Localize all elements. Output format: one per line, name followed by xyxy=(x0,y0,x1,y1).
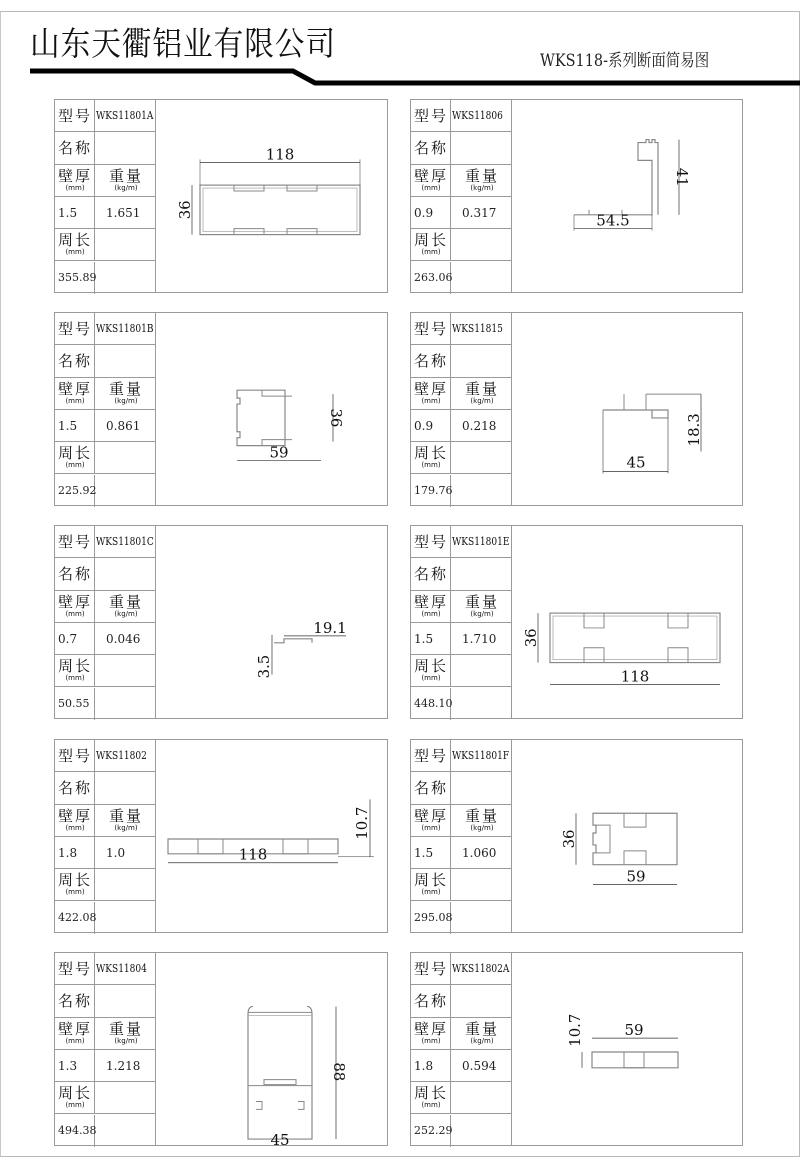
wall-unit: (mm) xyxy=(421,396,441,405)
spec-row xyxy=(411,313,512,345)
perimeter-label: 周长 xyxy=(58,231,93,250)
spec-row xyxy=(55,132,156,164)
spec-row xyxy=(55,1115,156,1147)
dimension-label: 54.5 xyxy=(596,211,630,230)
weight-unit: (kg/m) xyxy=(470,609,494,618)
dimension-label: 36 xyxy=(175,200,195,220)
wall-unit: (mm) xyxy=(421,1036,441,1045)
spec-row xyxy=(411,953,512,985)
weight-value: 0.317 xyxy=(462,205,497,220)
perimeter-value: 422.08 xyxy=(58,911,97,925)
svg-text:41 xyxy=(673,168,691,187)
profile-panel-wks11815 xyxy=(410,312,743,506)
spec-row xyxy=(55,558,156,590)
spec-row xyxy=(411,197,512,229)
wall-label: 壁厚 xyxy=(414,592,449,611)
spec-row xyxy=(55,688,156,720)
wall-label: 壁厚 xyxy=(414,166,449,185)
profile-drawing xyxy=(512,740,744,932)
spec-row xyxy=(411,1050,512,1082)
weight-label: 重量 xyxy=(108,592,143,611)
spec-row xyxy=(55,345,156,377)
spec-row xyxy=(55,197,156,229)
spec-row xyxy=(55,442,156,474)
spec-row xyxy=(411,100,512,132)
spec-row xyxy=(411,410,512,442)
spec-row xyxy=(411,805,512,837)
spec-table xyxy=(411,740,512,932)
wall-unit: (mm) xyxy=(421,609,441,618)
spec-row xyxy=(411,837,512,869)
wall-unit: (mm) xyxy=(65,1036,85,1045)
dimension-label: 36 xyxy=(326,408,346,428)
spec-row xyxy=(55,1050,156,1082)
spec-table xyxy=(411,313,512,505)
weight-value: 1.710 xyxy=(462,631,497,646)
perimeter-label: 周长 xyxy=(58,871,93,890)
name-label: 名称 xyxy=(58,992,93,1011)
spec-row xyxy=(411,262,512,294)
spec-row xyxy=(55,805,156,837)
name-label: 名称 xyxy=(58,565,93,584)
company-name: 山东天衢铝业有限公司 xyxy=(30,24,336,63)
model-label: 型号 xyxy=(58,960,93,979)
spec-row xyxy=(411,165,512,197)
model-label: 型号 xyxy=(414,320,449,339)
wall-value: 1.5 xyxy=(414,631,434,646)
profile-panel-wks11801b xyxy=(54,312,388,506)
weight-unit: (kg/m) xyxy=(114,609,138,618)
spec-table xyxy=(411,526,512,718)
wall-label: 壁厚 xyxy=(58,806,93,825)
spec-row xyxy=(55,526,156,558)
dimension-label: 18.3 xyxy=(684,413,704,447)
model-label: 型号 xyxy=(414,107,449,126)
weight-value: 0.594 xyxy=(462,1058,497,1073)
svg-text:18.3 xyxy=(685,413,703,446)
model-value: WKS11801E xyxy=(452,535,510,549)
weight-unit: (kg/m) xyxy=(114,396,138,405)
spec-row xyxy=(411,1115,512,1147)
spec-row xyxy=(411,378,512,410)
dimension-label: 3.5 xyxy=(254,654,274,679)
perimeter-value: 179.76 xyxy=(414,484,453,498)
wall-unit: (mm) xyxy=(65,183,85,192)
wall-label: 壁厚 xyxy=(414,806,449,825)
spec-table xyxy=(55,313,156,505)
wall-value: 1.5 xyxy=(414,845,434,860)
wall-label: 壁厚 xyxy=(414,1019,449,1038)
spec-row xyxy=(55,378,156,410)
spec-row xyxy=(55,591,156,623)
profile-drawing xyxy=(156,100,389,292)
dimension-label: 118 xyxy=(238,845,268,864)
wall-unit: (mm) xyxy=(65,609,85,618)
model-value: WKS11801B xyxy=(96,322,154,336)
spec-table xyxy=(55,740,156,932)
perimeter-unit: (mm) xyxy=(421,461,441,470)
spec-table xyxy=(55,526,156,718)
wall-unit: (mm) xyxy=(421,183,441,192)
model-label: 型号 xyxy=(58,533,93,552)
spec-row xyxy=(55,475,156,507)
dimension-label: 10.7 xyxy=(352,806,372,840)
perimeter-unit: (mm) xyxy=(421,674,441,683)
spec-row xyxy=(411,655,512,687)
profile-drawing xyxy=(512,526,744,718)
spec-row xyxy=(55,985,156,1017)
dimension-label: 36 xyxy=(559,829,579,849)
perimeter-value: 448.10 xyxy=(414,697,453,711)
perimeter-unit: (mm) xyxy=(421,248,441,257)
spec-row xyxy=(411,591,512,623)
svg-text:36 xyxy=(176,200,194,219)
name-label: 名称 xyxy=(58,779,93,798)
spec-table xyxy=(55,100,156,292)
spec-row xyxy=(55,1018,156,1050)
perimeter-unit: (mm) xyxy=(421,1101,441,1110)
model-value: WKS11801C xyxy=(96,535,154,549)
profile-drawing xyxy=(512,953,744,1145)
spec-row xyxy=(55,772,156,804)
profile-panel-wks11804 xyxy=(54,952,388,1146)
perimeter-unit: (mm) xyxy=(65,674,85,683)
perimeter-value: 225.92 xyxy=(58,484,97,498)
weight-value: 0.046 xyxy=(106,631,141,646)
model-label: 型号 xyxy=(414,747,449,766)
weight-label: 重量 xyxy=(464,379,499,398)
model-value: WKS11801F xyxy=(452,749,510,763)
weight-label: 重量 xyxy=(108,379,143,398)
model-value: WKS11801A xyxy=(96,109,154,123)
wall-value: 0.7 xyxy=(58,631,78,646)
profile-panel-wks11806 xyxy=(410,99,743,293)
weight-label: 重量 xyxy=(464,1019,499,1038)
dimension-label: 59 xyxy=(626,867,646,886)
spec-row xyxy=(411,740,512,772)
perimeter-label: 周长 xyxy=(414,1084,449,1103)
wall-value: 1.3 xyxy=(58,1058,78,1073)
svg-text:10.7 xyxy=(353,807,371,840)
profile-drawing xyxy=(512,313,744,505)
svg-text:45 xyxy=(270,1131,289,1145)
perimeter-label: 周长 xyxy=(58,1084,93,1103)
svg-text:118 xyxy=(621,667,650,685)
wall-value: 1.8 xyxy=(414,1058,434,1073)
wall-value: 0.9 xyxy=(414,205,434,220)
dimension-label: 59 xyxy=(269,443,289,462)
profile-drawing xyxy=(512,100,744,292)
svg-text:10.7 xyxy=(566,1014,584,1047)
weight-value: 1.060 xyxy=(462,845,497,860)
dimension-label: 59 xyxy=(624,1021,644,1040)
weight-value: 1.218 xyxy=(106,1058,141,1073)
svg-text:19.1 xyxy=(313,619,346,637)
model-label: 型号 xyxy=(58,320,93,339)
weight-unit: (kg/m) xyxy=(470,823,494,832)
weight-label: 重量 xyxy=(108,166,143,185)
spec-row xyxy=(411,1018,512,1050)
svg-text:118 xyxy=(239,846,268,864)
spec-row xyxy=(55,165,156,197)
wall-unit: (mm) xyxy=(65,823,85,832)
name-label: 名称 xyxy=(58,352,93,371)
spec-row xyxy=(55,837,156,869)
weight-value: 1.0 xyxy=(106,845,126,860)
name-label: 名称 xyxy=(414,352,449,371)
name-label: 名称 xyxy=(414,992,449,1011)
weight-label: 重量 xyxy=(464,166,499,185)
profile-panel-wks11802 xyxy=(54,739,388,933)
wall-label: 壁厚 xyxy=(58,592,93,611)
spec-row xyxy=(411,869,512,901)
spec-row xyxy=(411,558,512,590)
wall-label: 壁厚 xyxy=(58,379,93,398)
perimeter-unit: (mm) xyxy=(65,461,85,470)
weight-label: 重量 xyxy=(464,592,499,611)
model-label: 型号 xyxy=(58,747,93,766)
profile-drawing xyxy=(156,740,389,932)
weight-value: 0.861 xyxy=(106,418,141,433)
wall-unit: (mm) xyxy=(65,396,85,405)
svg-text:36 xyxy=(327,408,345,427)
weight-value: 0.218 xyxy=(462,418,497,433)
spec-row xyxy=(55,100,156,132)
weight-value: 1.651 xyxy=(106,205,141,220)
wall-value: 0.9 xyxy=(414,418,434,433)
spec-row xyxy=(411,475,512,507)
name-label: 名称 xyxy=(414,779,449,798)
model-value: WKS11802A xyxy=(452,962,510,976)
perimeter-label: 周长 xyxy=(414,231,449,250)
weight-unit: (kg/m) xyxy=(470,396,494,405)
spec-row xyxy=(411,229,512,261)
svg-text:59 xyxy=(269,444,288,462)
profile-drawing xyxy=(156,526,389,718)
wall-label: 壁厚 xyxy=(414,379,449,398)
profile-panel-wks11801f xyxy=(410,739,743,933)
dimension-label: 118 xyxy=(620,667,650,686)
wall-value: 1.5 xyxy=(58,205,78,220)
perimeter-value: 263.06 xyxy=(414,271,453,285)
wall-value: 1.8 xyxy=(58,845,78,860)
wall-label: 壁厚 xyxy=(58,1019,93,1038)
dimension-label: 45 xyxy=(270,1131,290,1145)
wall-unit: (mm) xyxy=(421,823,441,832)
profile-drawing xyxy=(156,313,389,505)
spec-row xyxy=(55,740,156,772)
profile-panel-wks11801c xyxy=(54,525,388,719)
svg-text:45 xyxy=(626,453,645,471)
model-value: WKS11806 xyxy=(452,109,503,123)
model-label: 型号 xyxy=(414,960,449,979)
weight-unit: (kg/m) xyxy=(470,1036,494,1045)
spec-row xyxy=(411,1082,512,1114)
model-value: WKS11815 xyxy=(452,322,503,336)
svg-text:36 xyxy=(560,830,578,849)
dimension-label: 19.1 xyxy=(313,618,347,637)
profile-panel-wks11801e xyxy=(410,525,743,719)
dimension-label: 36 xyxy=(521,628,541,648)
weight-label: 重量 xyxy=(108,1019,143,1038)
weight-label: 重量 xyxy=(108,806,143,825)
svg-text:59 xyxy=(626,868,645,886)
name-label: 名称 xyxy=(414,139,449,158)
svg-text:118 xyxy=(266,145,295,163)
spec-row xyxy=(55,410,156,442)
weight-unit: (kg/m) xyxy=(114,1036,138,1045)
spec-row xyxy=(55,655,156,687)
weight-unit: (kg/m) xyxy=(114,823,138,832)
spec-row xyxy=(411,623,512,655)
spec-row xyxy=(411,442,512,474)
perimeter-label: 周长 xyxy=(58,657,93,676)
name-label: 名称 xyxy=(58,139,93,158)
profile-drawing xyxy=(156,953,389,1145)
spec-row xyxy=(411,345,512,377)
spec-row xyxy=(411,902,512,934)
perimeter-label: 周长 xyxy=(414,871,449,890)
wall-label: 壁厚 xyxy=(58,166,93,185)
dimension-label: 45 xyxy=(626,453,646,472)
spec-row xyxy=(55,902,156,934)
model-label: 型号 xyxy=(414,533,449,552)
dimension-label: 10.7 xyxy=(565,1013,585,1047)
spec-row xyxy=(411,985,512,1017)
perimeter-value: 252.29 xyxy=(414,1124,453,1138)
spec-table xyxy=(55,953,156,1145)
dimension-label: 41 xyxy=(672,167,692,187)
weight-label: 重量 xyxy=(464,806,499,825)
model-value: WKS11802 xyxy=(96,749,147,763)
svg-text:59 xyxy=(624,1021,643,1039)
spec-table xyxy=(411,953,512,1145)
spec-row xyxy=(55,229,156,261)
spec-row xyxy=(411,772,512,804)
svg-text:88 xyxy=(330,1062,348,1081)
svg-text:36 xyxy=(522,628,540,647)
perimeter-label: 周长 xyxy=(58,444,93,463)
perimeter-value: 355.89 xyxy=(58,271,97,285)
name-label: 名称 xyxy=(414,565,449,584)
profile-panel-wks11801a xyxy=(54,99,388,293)
svg-text:3.5 xyxy=(255,655,273,679)
document-title: WKS118-系列断面简易图 xyxy=(540,51,710,71)
spec-row xyxy=(55,1082,156,1114)
perimeter-unit: (mm) xyxy=(65,888,85,897)
model-label: 型号 xyxy=(58,107,93,126)
spec-row xyxy=(55,313,156,345)
perimeter-value: 50.55 xyxy=(58,697,90,711)
dimension-label: 88 xyxy=(329,1062,349,1082)
weight-unit: (kg/m) xyxy=(114,183,138,192)
model-value: WKS11804 xyxy=(96,962,147,976)
perimeter-unit: (mm) xyxy=(65,248,85,257)
spec-table xyxy=(411,100,512,292)
perimeter-label: 周长 xyxy=(414,444,449,463)
profile-panel-wks11802a xyxy=(410,952,743,1146)
spec-row xyxy=(55,623,156,655)
weight-unit: (kg/m) xyxy=(470,183,494,192)
wall-value: 1.5 xyxy=(58,418,78,433)
perimeter-unit: (mm) xyxy=(421,888,441,897)
spec-row xyxy=(55,869,156,901)
perimeter-unit: (mm) xyxy=(65,1101,85,1110)
perimeter-label: 周长 xyxy=(414,657,449,676)
perimeter-value: 494.38 xyxy=(58,1124,97,1138)
spec-row xyxy=(55,953,156,985)
spec-row xyxy=(411,526,512,558)
svg-text:54.5 xyxy=(596,212,629,230)
spec-row xyxy=(411,688,512,720)
spec-row xyxy=(411,132,512,164)
spec-row xyxy=(55,262,156,294)
perimeter-value: 295.08 xyxy=(414,911,453,925)
dimension-label: 118 xyxy=(265,145,295,164)
